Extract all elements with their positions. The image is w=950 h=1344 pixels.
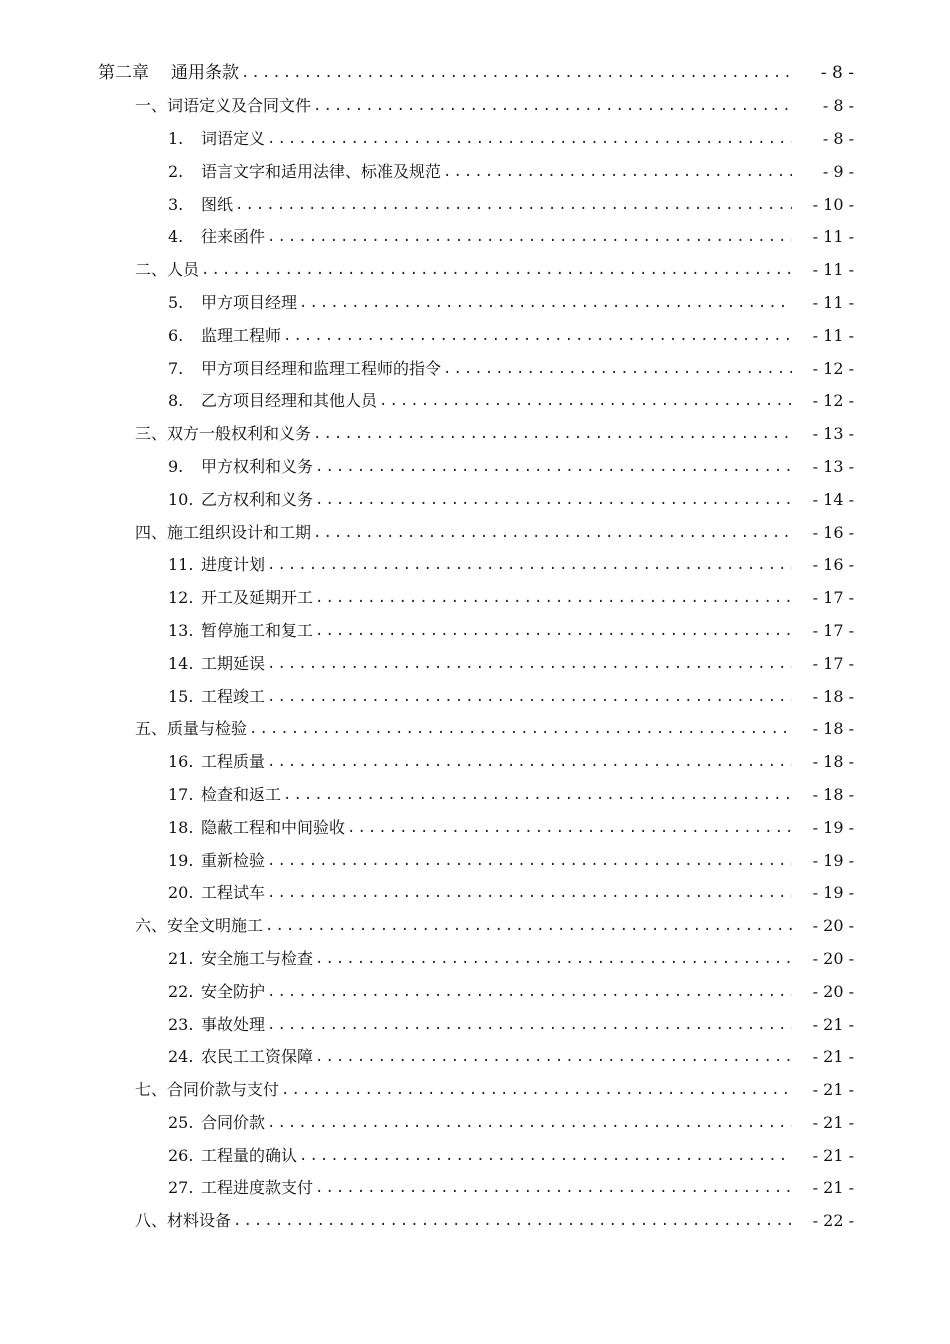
toc-entry-text: 合同价款: [201, 1112, 266, 1132]
dot-leader: [299, 1146, 792, 1166]
toc-page-number: - 18 -: [812, 719, 854, 739]
toc-clause-entry[interactable]: [0, 647, 950, 680]
toc-entry-title: [168, 1113, 265, 1133]
toc-entry-number: 9.: [168, 456, 184, 476]
toc-entry-text: 词语定义: [201, 128, 266, 148]
toc-entry-number: 11.: [168, 555, 194, 575]
toc-entry-number: 14.: [168, 653, 194, 673]
toc-page-number: - 21 -: [812, 1080, 854, 1100]
dot-leader: [443, 162, 792, 182]
toc-entry-title: [168, 687, 265, 707]
dot-leader: [267, 129, 792, 149]
toc-entry-title: [168, 162, 441, 182]
table-of-contents: [0, 57, 950, 1238]
toc-entry-number: 17.: [168, 784, 194, 804]
toc-section-entry[interactable]: [0, 516, 950, 549]
toc-entry-text: 甲方项目经理和监理工程师的指令: [201, 358, 442, 378]
toc-page-number: - 19 -: [812, 817, 854, 837]
toc-entry-title: [168, 359, 441, 379]
toc-entry-title: [168, 555, 265, 575]
toc-entry-title: [168, 785, 281, 805]
toc-entry-text: 开工及延期开工: [201, 588, 314, 608]
toc-page-number: - 21 -: [812, 1014, 854, 1034]
toc-section-entry[interactable]: [0, 910, 950, 943]
toc-entry-text: 事故处理: [201, 1014, 266, 1034]
toc-page-number: - 19 -: [812, 883, 854, 903]
toc-entry-number: 4.: [168, 227, 184, 247]
toc-clause-entry[interactable]: [0, 582, 950, 615]
toc-entry-number: 5.: [168, 292, 184, 312]
toc-entry-text: 工程量的确认: [201, 1145, 298, 1165]
toc-entry-title: [168, 195, 233, 215]
toc-entry-text: 八、材料设备: [135, 1211, 232, 1231]
toc-entry-title: [168, 1178, 313, 1198]
toc-clause-entry[interactable]: [0, 319, 950, 352]
toc-page-number: - 22 -: [812, 1211, 854, 1231]
toc-clause-entry[interactable]: [0, 287, 950, 320]
toc-page-number: - 20 -: [812, 916, 854, 936]
toc-entry-text: 暂停施工和复工: [201, 620, 314, 640]
toc-section-entry[interactable]: [0, 1074, 950, 1107]
toc-page-number: - 12 -: [812, 358, 854, 378]
toc-page-number: - 16 -: [812, 522, 854, 542]
dot-leader: [267, 851, 792, 871]
toc-page-number: - 12 -: [812, 391, 854, 411]
toc-entry-text: 工程进度款支付: [201, 1178, 314, 1198]
toc-clause-entry[interactable]: [0, 188, 950, 221]
toc-entry-number: 24.: [168, 1047, 194, 1067]
toc-entry-text: 安全施工与检查: [201, 948, 314, 968]
toc-section-entry[interactable]: [0, 418, 950, 451]
toc-clause-entry[interactable]: [0, 943, 950, 976]
toc-entry-title: [168, 227, 265, 247]
toc-entry-number: 25.: [168, 1112, 194, 1132]
toc-clause-entry[interactable]: [0, 975, 950, 1008]
dot-leader: [201, 260, 792, 280]
toc-entry-number: 23.: [168, 1014, 194, 1034]
toc-entry-title: [168, 326, 281, 346]
toc-entry-text: 重新检验: [201, 850, 266, 870]
toc-page-number: - 21 -: [812, 1178, 854, 1198]
toc-entry-title: [168, 654, 265, 674]
toc-clause-entry[interactable]: [0, 123, 950, 156]
dot-leader: [315, 949, 792, 969]
toc-page-number: - 17 -: [812, 653, 854, 673]
toc-entry-title: [168, 752, 265, 772]
toc-entry-number: 1.: [168, 128, 184, 148]
toc-entry-number: 3.: [168, 194, 184, 214]
toc-entry-number: 2.: [168, 161, 184, 181]
toc-clause-entry[interactable]: [0, 811, 950, 844]
toc-clause-entry[interactable]: [0, 1172, 950, 1205]
toc-chapter-label: 第二章: [98, 63, 149, 84]
toc-entry-number: 7.: [168, 358, 184, 378]
toc-page-number: - 11 -: [812, 260, 854, 280]
dot-leader: [315, 490, 792, 510]
toc-entry-title: [168, 457, 313, 477]
toc-page-number: - 10 -: [812, 194, 854, 214]
toc-chapter-name: 通用条款: [171, 63, 239, 84]
toc-entry-title: [135, 96, 311, 116]
toc-clause-entry[interactable]: [0, 385, 950, 418]
dot-leader: [443, 359, 792, 379]
dot-leader: [283, 326, 792, 346]
toc-page-number: - 20 -: [812, 981, 854, 1001]
toc-entry-title: [168, 851, 265, 871]
toc-page-number: - 20 -: [812, 948, 854, 968]
toc-section-entry[interactable]: [0, 254, 950, 287]
toc-page-number: - 13 -: [812, 424, 854, 444]
toc-clause-entry[interactable]: [0, 680, 950, 713]
toc-clause-entry[interactable]: [0, 877, 950, 910]
toc-clause-entry[interactable]: [0, 746, 950, 779]
toc-entry-title: [168, 982, 265, 1002]
dot-leader: [235, 195, 792, 215]
dot-leader: [267, 752, 792, 772]
toc-section-entry[interactable]: [0, 1205, 950, 1238]
toc-entry-title: [168, 490, 313, 510]
toc-entry-text: 隐蔽工程和中间验收: [201, 817, 346, 837]
dot-leader: [233, 1211, 792, 1231]
dot-leader: [283, 785, 792, 805]
toc-entry-number: 19.: [168, 850, 194, 870]
toc-clause-entry[interactable]: [0, 779, 950, 812]
toc-page-number: - 21 -: [812, 1145, 854, 1165]
toc-page-number: - 8 -: [820, 63, 854, 84]
toc-clause-entry[interactable]: [0, 155, 950, 188]
toc-entry-number: 26.: [168, 1145, 194, 1165]
toc-clause-entry[interactable]: [0, 1008, 950, 1041]
dot-leader: [267, 982, 792, 1002]
toc-entry-text: 七、合同价款与支付: [135, 1080, 280, 1100]
toc-entry-text: 检查和返工: [201, 784, 282, 804]
dot-leader: [267, 1113, 792, 1133]
toc-entry-title: [168, 621, 313, 641]
toc-entry-text: 工程质量: [201, 752, 266, 772]
toc-section-entry[interactable]: [0, 713, 950, 746]
toc-entry-text: 四、施工组织设计和工期: [135, 522, 312, 542]
toc-entry-text: 六、安全文明施工: [135, 916, 264, 936]
toc-clause-entry[interactable]: [0, 1041, 950, 1074]
toc-clause-entry[interactable]: [0, 1107, 950, 1140]
toc-clause-entry[interactable]: [0, 1139, 950, 1172]
toc-entry-number: 22.: [168, 981, 194, 1001]
toc-page-number: - 17 -: [812, 588, 854, 608]
toc-page-number: - 11 -: [812, 325, 854, 345]
toc-entry-number: 10.: [168, 489, 194, 509]
toc-page-number: - 8 -: [822, 128, 854, 148]
toc-chapter-title: [98, 63, 239, 83]
toc-entry-text: 工期延误: [201, 653, 266, 673]
toc-clause-entry[interactable]: [0, 352, 950, 385]
dot-leader: [267, 883, 792, 903]
toc-entry-text: 二、人员: [135, 260, 200, 280]
toc-entry-title: [168, 1047, 313, 1067]
toc-entry-title: [168, 588, 313, 608]
toc-chapter-heading[interactable]: [0, 57, 950, 90]
toc-page-number: - 9 -: [822, 161, 854, 181]
toc-entry-number: 12.: [168, 588, 194, 608]
toc-entry-title: [135, 719, 247, 739]
toc-entry-text: 语言文字和适用法律、标准及规范: [201, 161, 442, 181]
dot-leader: [267, 227, 792, 247]
toc-page-number: - 14 -: [812, 489, 854, 509]
toc-page-number: - 16 -: [812, 555, 854, 575]
toc-entry-text: 工程试车: [201, 883, 266, 903]
toc-page-number: - 11 -: [812, 227, 854, 247]
toc-page-number: - 21 -: [812, 1112, 854, 1132]
toc-page-number: - 13 -: [812, 456, 854, 476]
dot-leader: [347, 818, 792, 838]
dot-leader: [315, 588, 792, 608]
dot-leader: [313, 523, 792, 543]
toc-entry-text: 图纸: [201, 194, 234, 214]
toc-entry-number: 21.: [168, 948, 194, 968]
dot-leader: [299, 293, 792, 313]
dot-leader: [315, 1047, 792, 1067]
toc-entry-title: [135, 916, 263, 936]
toc-entry-title: [168, 949, 313, 969]
toc-entry-title: [168, 1015, 265, 1035]
dot-leader: [315, 621, 792, 641]
toc-clause-entry[interactable]: [0, 844, 950, 877]
dot-leader: [267, 555, 792, 575]
toc-entry-number: 6.: [168, 325, 184, 345]
toc-entry-number: 13.: [168, 620, 194, 640]
dot-leader: [315, 457, 792, 477]
toc-entry-title: [135, 260, 199, 280]
toc-entry-list: [0, 90, 950, 1238]
toc-entry-text: 监理工程师: [201, 325, 282, 345]
toc-entry-title: [168, 391, 377, 411]
toc-entry-text: 农民工工资保障: [201, 1047, 314, 1067]
toc-entry-number: 16.: [168, 752, 194, 772]
toc-entry-title: [135, 424, 311, 444]
dot-leader: [249, 719, 792, 739]
toc-entry-text: 进度计划: [201, 555, 266, 575]
toc-entry-title: [135, 523, 311, 543]
toc-page-number: - 18 -: [812, 686, 854, 706]
toc-entry-number: 15.: [168, 686, 194, 706]
toc-entry-title: [168, 818, 345, 838]
toc-page-number: - 21 -: [812, 1047, 854, 1067]
toc-entry-title: [168, 293, 297, 313]
toc-clause-entry[interactable]: [0, 451, 950, 484]
dot-leader: [267, 654, 792, 674]
toc-entry-text: 安全防护: [201, 981, 266, 1001]
toc-page-number: - 8 -: [822, 96, 854, 116]
dot-leader: [267, 1015, 792, 1035]
toc-entry-title: [135, 1080, 279, 1100]
toc-entry-title: [168, 129, 265, 149]
toc-entry-number: 8.: [168, 391, 184, 411]
toc-clause-entry[interactable]: [0, 221, 950, 254]
toc-clause-entry[interactable]: [0, 483, 950, 516]
toc-clause-entry[interactable]: [0, 615, 950, 648]
toc-entry-number: 27.: [168, 1178, 194, 1198]
dot-leader: [313, 424, 792, 444]
toc-page-number: - 11 -: [812, 292, 854, 312]
toc-page-number: - 18 -: [812, 784, 854, 804]
dot-leader: [315, 1178, 792, 1198]
toc-entry-number: 20.: [168, 883, 194, 903]
toc-entry-text: 甲方项目经理: [201, 292, 298, 312]
toc-entry-text: 五、质量与检验: [135, 719, 248, 739]
toc-section-entry[interactable]: [0, 90, 950, 123]
toc-entry-text: 乙方项目经理和其他人员: [201, 391, 378, 411]
toc-clause-entry[interactable]: [0, 549, 950, 582]
toc-entry-title: [135, 1211, 231, 1231]
toc-page-number: - 19 -: [812, 850, 854, 870]
toc-page-number: - 18 -: [812, 752, 854, 772]
toc-entry-text: 三、双方一般权利和义务: [135, 424, 312, 444]
dot-leader: [379, 391, 792, 411]
dot-leader: [241, 63, 792, 83]
toc-entry-text: 一、词语定义及合同文件: [135, 96, 312, 116]
toc-entry-text: 往来函件: [201, 227, 266, 247]
toc-entry-title: [168, 883, 265, 903]
dot-leader: [267, 687, 792, 707]
toc-entry-text: 工程竣工: [201, 686, 266, 706]
dot-leader: [265, 916, 792, 936]
dot-leader: [313, 96, 792, 116]
toc-page-number: - 17 -: [812, 620, 854, 640]
toc-entry-text: 甲方权利和义务: [201, 456, 314, 476]
dot-leader: [281, 1080, 792, 1100]
toc-entry-title: [168, 1146, 297, 1166]
toc-entry-text: 乙方权利和义务: [201, 489, 314, 509]
toc-entry-number: 18.: [168, 817, 194, 837]
